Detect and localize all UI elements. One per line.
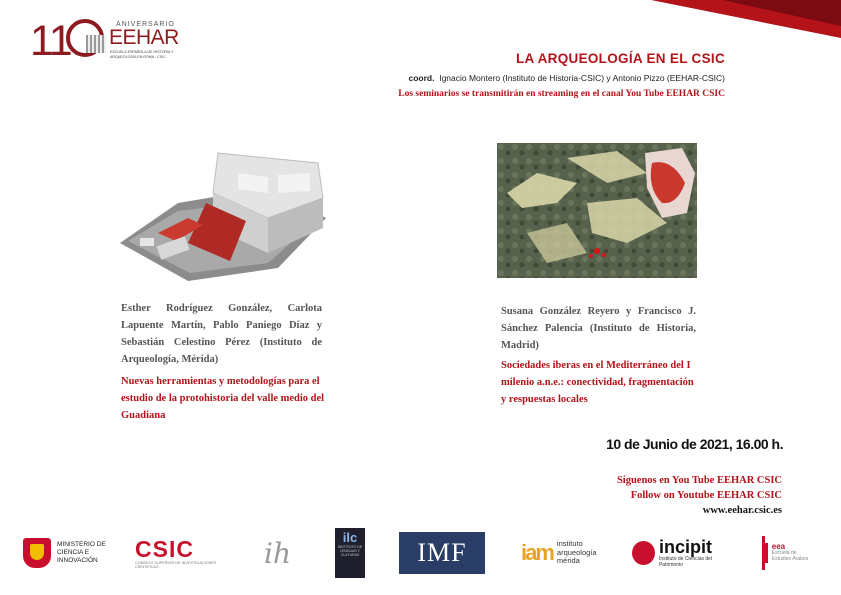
logo-anniversary: ANIVERSARIO <box>116 21 175 28</box>
website-link[interactable]: www.eehar.csic.es <box>702 505 782 516</box>
imf-logo <box>399 532 485 574</box>
logo-number: 11 <box>30 17 71 65</box>
csic-subtitle: CONSEJO SUPERIOR DE INVESTIGACIONES CIENTÍFICAS <box>135 561 217 569</box>
ilc-logo <box>335 528 365 578</box>
aerial-map-image <box>497 143 697 278</box>
event-date: 10 de Junio de 2021, 16.00 h. <box>606 436 783 452</box>
iam-text: instituto arqueología mérida <box>556 539 597 566</box>
site-3d-model-image <box>118 143 328 283</box>
talk2-speakers: Susana González Reyero y Francisco J. Sánchez Palencia (Instituto de Historia, Madrid) <box>501 306 696 351</box>
incipit-logo <box>632 527 734 579</box>
ih-logo: ih <box>264 536 291 570</box>
streaming-notice: Los seminarios se transmitirán en streaming en el canal You Tube EEHAR CSIC <box>398 89 725 99</box>
coordinators <box>408 73 725 83</box>
building-icon <box>86 35 106 53</box>
iam-mark: iam <box>521 540 553 565</box>
csic-mark: CSIC <box>135 536 194 562</box>
incipit-mark: incipit <box>658 537 712 557</box>
coord-text: Ignacio Montero (Instituto de Historia-CSIC) y Antonio Pizzo (EEHAR-CSIC) <box>439 73 725 83</box>
incipit-circle-icon <box>632 541 655 565</box>
eea-subtitle: Escuela de Estudios Árabes <box>771 550 809 562</box>
csic-logo <box>135 527 230 579</box>
coord-prefix: coord. <box>408 73 435 83</box>
follow-youtube-en[interactable]: Follow on Youtube EEHAR CSIC <box>630 490 782 501</box>
ministerio-text: MINISTERIO DE CIENCIA E INNOVACIÓN <box>57 541 106 564</box>
talk1-speakers: Esther Rodríguez González, Carlota Lapuente Martín, Pablo Paniego Díaz y Sebastián Celestino Pérez (Instituto de Arqueología, Mérida) <box>121 303 322 365</box>
page-title: LA ARQUEOLOGÍA EN EL CSIC <box>515 51 725 66</box>
talk1-title: Nuevas herramientas y metodologías para el estudio de la protohistoria del valle medio del Guadiana <box>121 376 325 421</box>
ilc-mark: ilc <box>342 530 358 545</box>
follow-youtube-es[interactable]: Síguenos en You Tube EEHAR CSIC <box>616 475 782 486</box>
logo-subtitle: ESCUELA ESPAÑOLA DE HISTORIA Y ARQUEOLOGÍA EN ROMA - CSIC <box>110 50 174 59</box>
corner-decoration-dark <box>723 0 841 26</box>
coat-of-arms-icon <box>23 538 51 568</box>
eea-logo <box>762 527 817 579</box>
ilc-subtitle: INSTITUTO DE LENGUAS Y CULTURAS <box>337 545 363 557</box>
logo-brand: EEHAR <box>109 26 179 49</box>
eea-mark: eea <box>771 542 786 551</box>
ministerio-logo <box>23 527 118 579</box>
eea-bars-icon <box>762 536 768 570</box>
incipit-subtitle: Instituto de Ciencias del Patrimonio <box>658 556 713 568</box>
iam-logo <box>521 527 611 579</box>
imf-mark: IMF <box>417 538 467 567</box>
talk2-title: Sociedades iberas en el Mediterráneo del I milenio a.n.e.: conectividad, fragmentación y respuestas locales <box>501 360 694 405</box>
